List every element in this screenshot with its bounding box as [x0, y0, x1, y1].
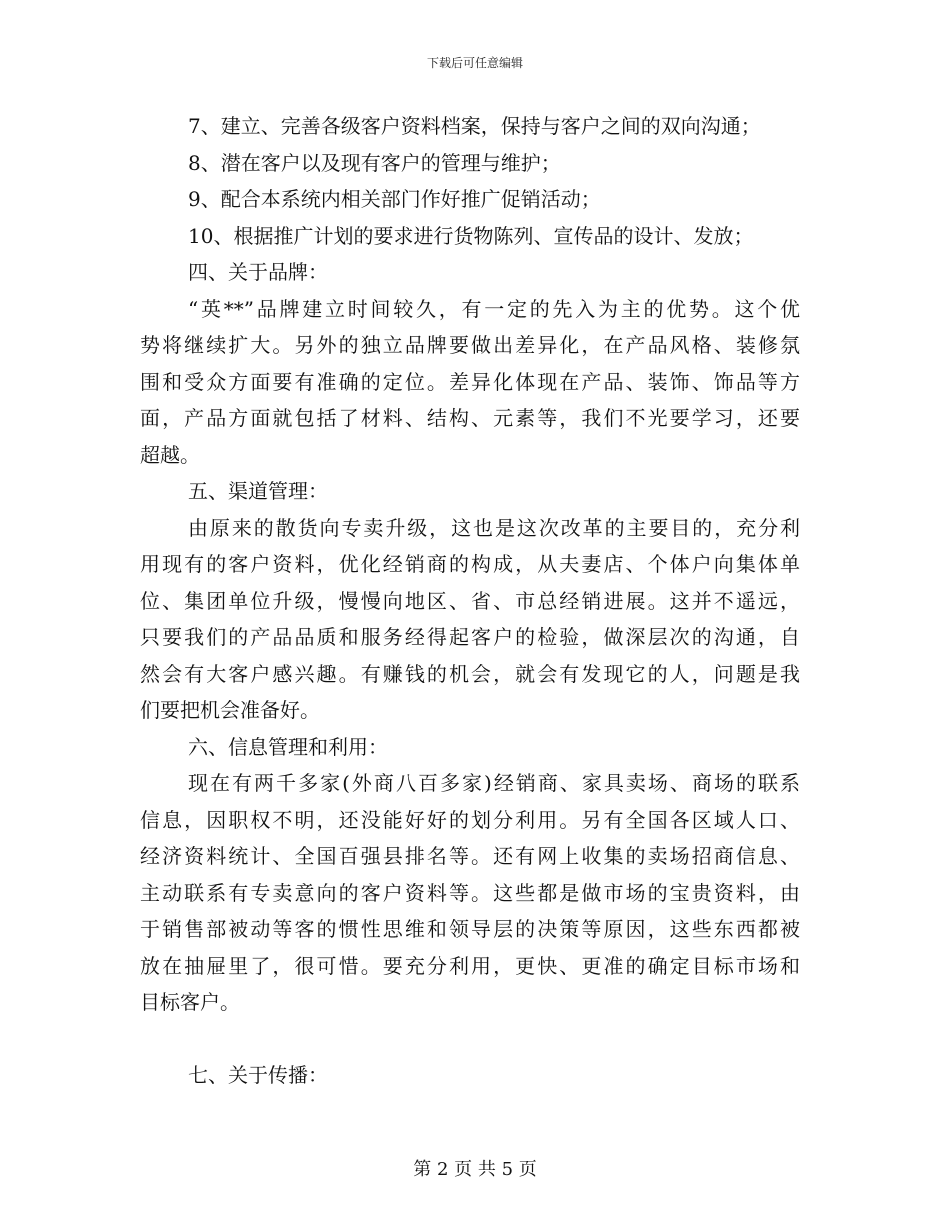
paragraph-line: 势将继续扩大。另外的独立品牌要做出差异化，在产品风格、装修氛: [140, 333, 800, 357]
header-note: 下载后可任意编辑: [426, 56, 523, 70]
paragraph-line: 围和受众方面要有准确的定位。差异化体现在产品、装饰、饰品等方: [140, 369, 800, 394]
paragraph-line: 位、集团单位升级，慢慢向地区、省、市总经销进展。这并不遥远，: [140, 588, 800, 613]
paragraph-line: 们要把机会准备好。: [140, 698, 320, 722]
section-heading-information: 六、信息管理和利用：: [188, 734, 388, 759]
blank-line: [140, 1021, 800, 1058]
paragraph-line: 然会有大客户感兴趣。有赚钱的机会，就会有发现它的人，问题是我: [140, 661, 800, 686]
paragraph-line: 于销售部被动等客的惯性思维和领导层的决策等原因，这些东西都被: [140, 917, 800, 941]
paragraph-line: 用现有的客户资料，优化经销商的构成，从夫妻店、个体户向集体单: [140, 552, 800, 576]
paragraph-line: “英**”品牌建立时间较久，有一定的先入为主的优势。这个优: [188, 296, 800, 321]
list-item-9: 9、配合本系统内相关部门作好推广促销活动；: [188, 187, 601, 211]
paragraph-line: 目标客户。: [140, 990, 240, 1014]
paragraph-line: 经济资料统计、全国百强县排名等。还有网上收集的卖场招商信息、: [140, 844, 800, 868]
paragraph-line: 信息，因职权不明，还没能好好的划分利用。另有全国各区域人口、: [140, 807, 800, 832]
list-item-8: 8、潜在客户以及现有客户的管理与维护；: [188, 150, 561, 175]
list-item-10: 10、根据推广计划的要求进行货物陈列、宣传品的设计、发放；: [188, 223, 754, 248]
document-body: [140, 108, 800, 1094]
paragraph-line: 只要我们的产品品质和服务经得起客户的检验，做深层次的沟通，自: [140, 625, 800, 649]
page-number: 第 2 页 共 5 页: [413, 1159, 537, 1180]
paragraph-line: 主动联系有专卖意向的客户资料等。这些都是做市场的宝贵资料，由: [140, 880, 800, 905]
section-heading-communication: 七、关于传播：: [188, 1063, 328, 1087]
section-heading-brand: 四、关于品牌：: [188, 260, 328, 284]
paragraph-line: 超越。: [140, 442, 200, 467]
paragraph-line: 面，产品方面就包括了材料、结构、元素等，我们不光要学习，还要: [140, 406, 800, 430]
section-heading-channel: 五、渠道管理：: [188, 479, 328, 503]
paragraph-line: 放在抽屉里了，很可惜。要充分利用，更快、更准的确定目标市场和: [140, 953, 800, 978]
paragraph-line: 现在有两千多家(外商八百多家)经销商、家具卖场、商场的联系: [188, 771, 800, 795]
list-item-7: 7、建立、完善各级客户资料档案，保持与客户之间的双向沟通；: [188, 114, 761, 138]
paragraph-line: 由原来的散货向专卖升级，这也是这次改革的主要目的，充分利: [188, 515, 800, 540]
